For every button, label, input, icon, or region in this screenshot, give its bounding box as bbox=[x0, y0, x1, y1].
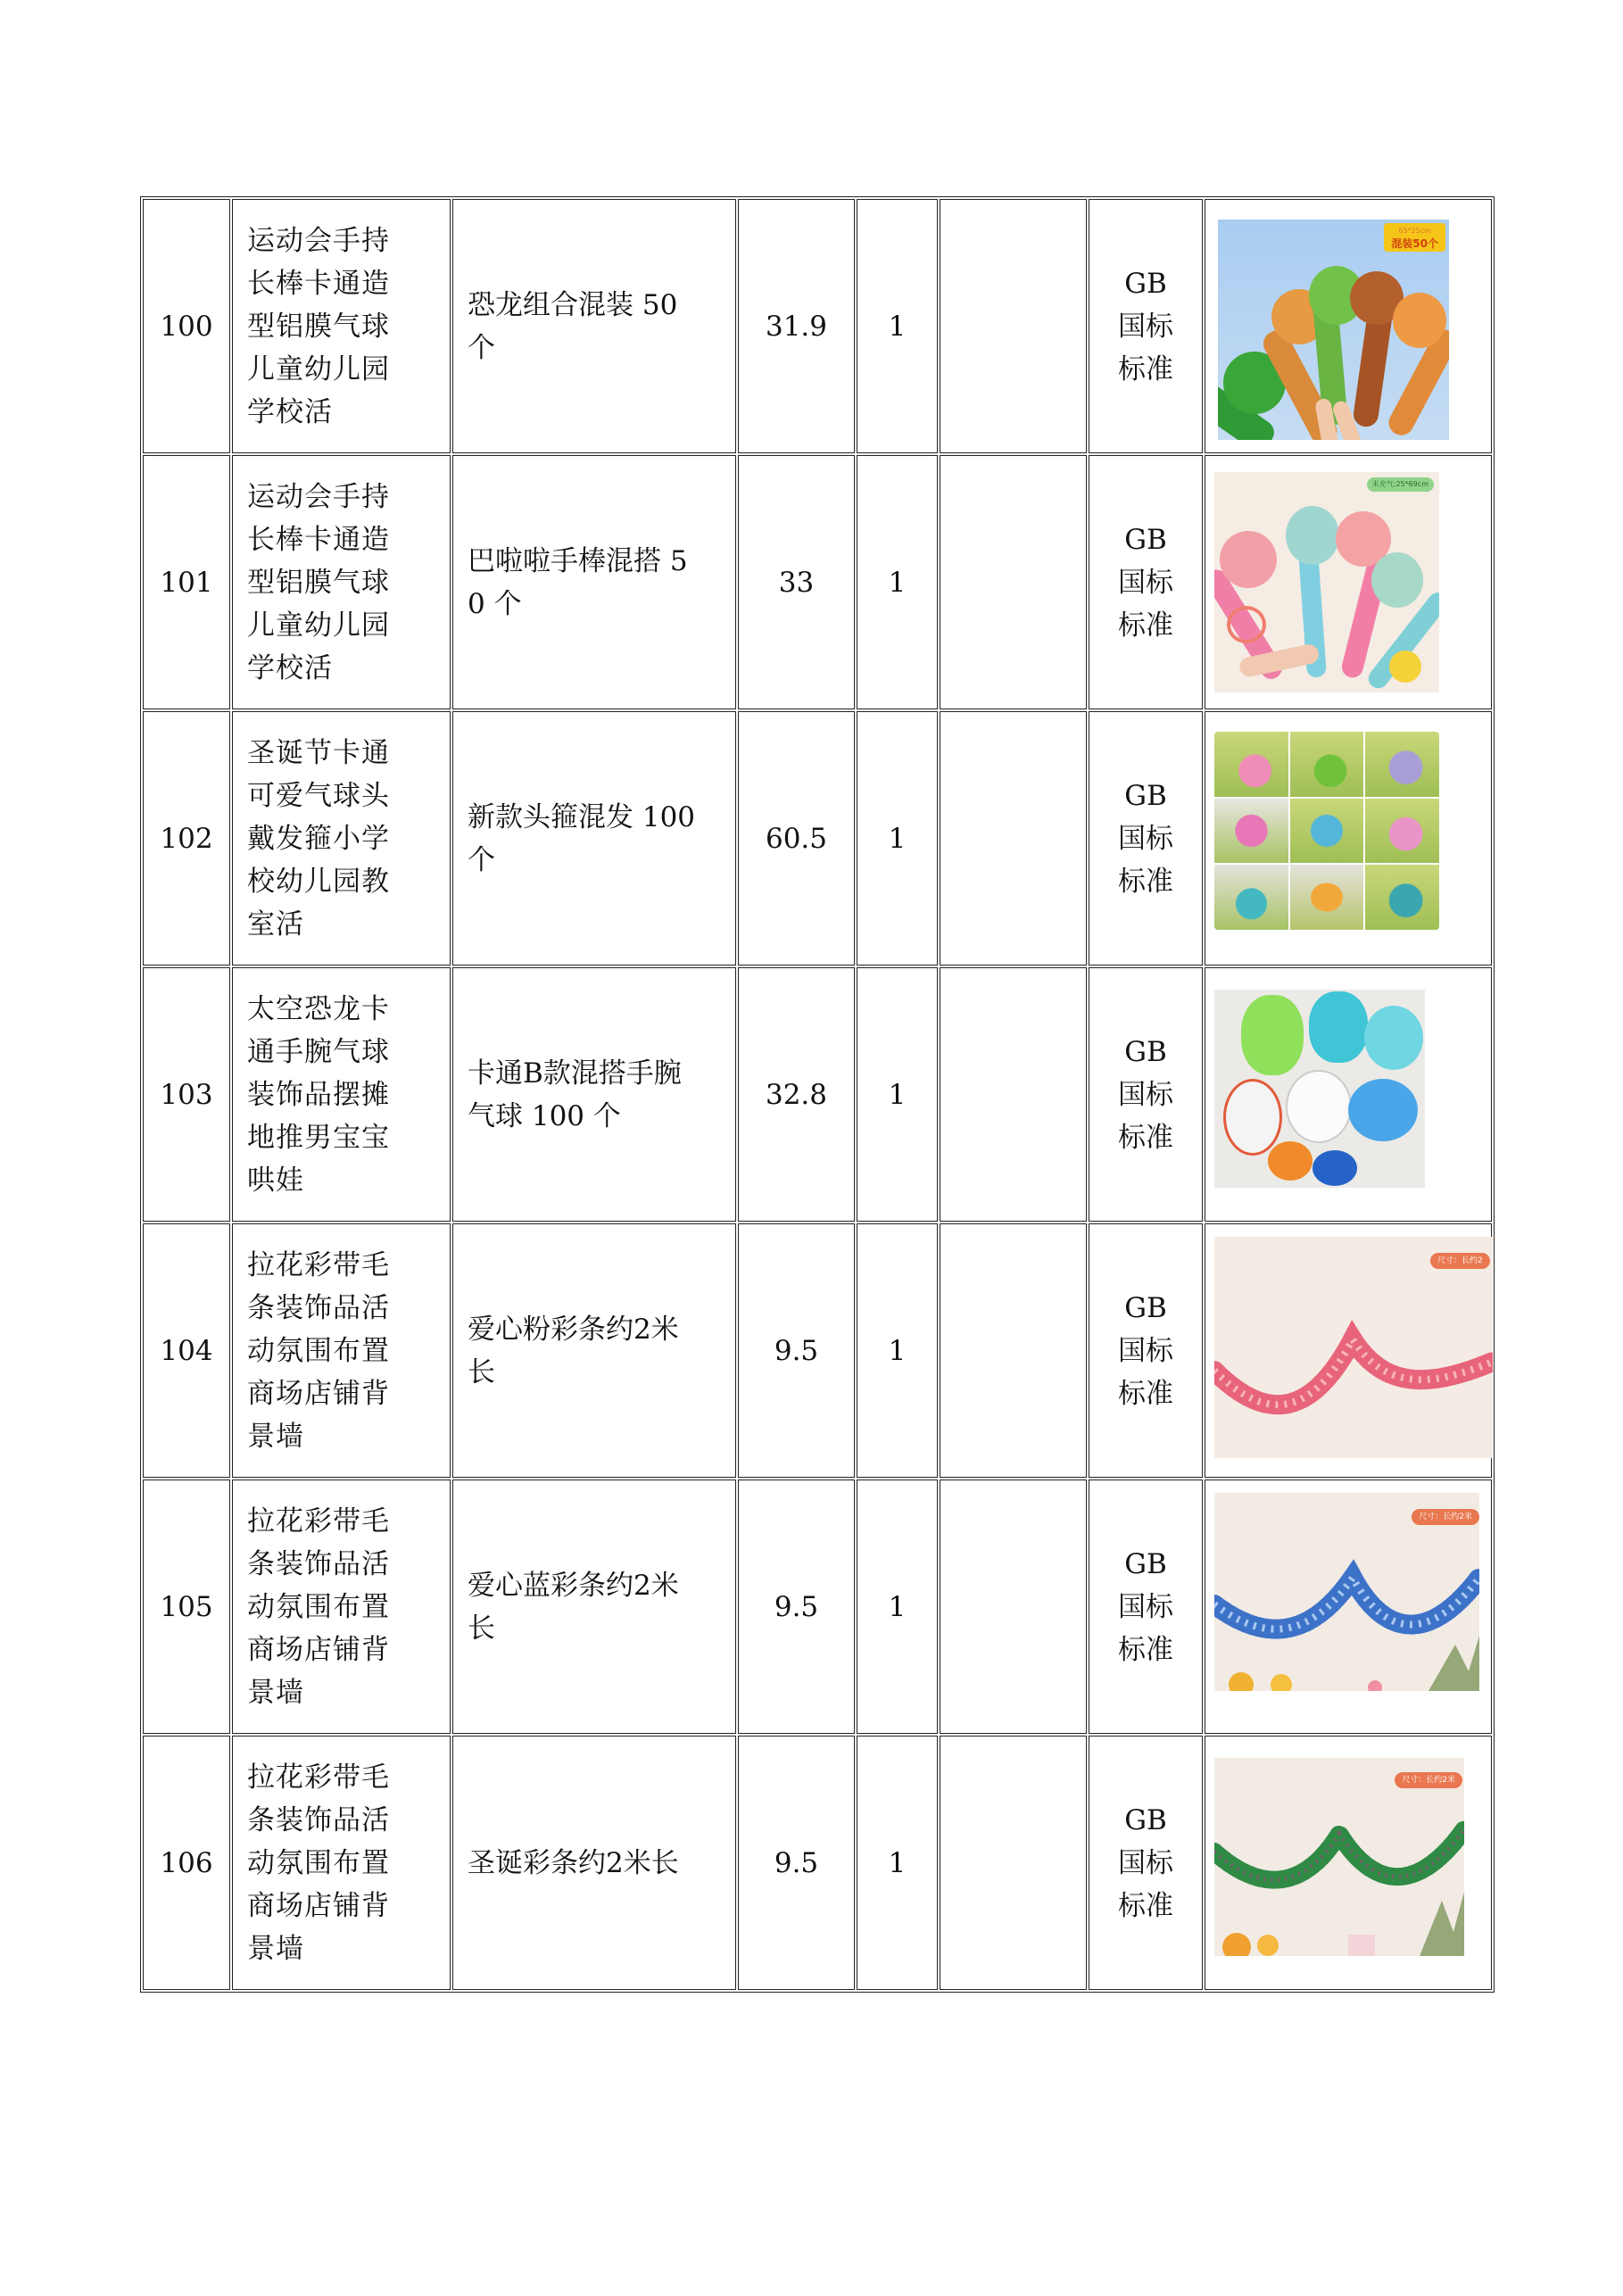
cell-product-name bbox=[232, 199, 451, 453]
cell-quantity: 1 bbox=[857, 455, 938, 709]
cell-product-name bbox=[232, 1480, 451, 1734]
cell-spec bbox=[452, 1223, 736, 1478]
cell-standard bbox=[1089, 1480, 1203, 1734]
cell-spec bbox=[452, 1736, 736, 1990]
cell-spec bbox=[452, 711, 736, 966]
product-image-green-garland bbox=[1214, 1758, 1464, 1956]
standard-text: GB 国标标准 bbox=[1118, 1291, 1173, 1410]
cell-index: 106 bbox=[143, 1736, 230, 1990]
product-name-text: 太空恐龙卡通手腕气球装饰品摆摊地推男宝宝哄娃 bbox=[247, 992, 390, 1197]
cell-product-name bbox=[232, 1223, 451, 1478]
cell-image bbox=[1205, 455, 1492, 709]
cell-price: 60.5 bbox=[738, 711, 855, 966]
cell-product-name bbox=[232, 1736, 451, 1990]
product-image-magic-wands bbox=[1214, 472, 1439, 692]
table-row bbox=[143, 1480, 1492, 1734]
product-name-text: 拉花彩带毛条装饰品活动氛围布置商场店铺背景墙 bbox=[247, 1761, 390, 1965]
cell-quantity: 1 bbox=[857, 711, 938, 966]
cell-standard bbox=[1089, 1223, 1203, 1478]
spec-text: 卡通B款混搭手腕气球 100 个 bbox=[468, 1057, 682, 1132]
product-name-text: 圣诞节卡通可爱气球头戴发箍小学校幼儿园教室活 bbox=[247, 736, 390, 941]
product-name-text: 运动会手持长棒卡通造型铝膜气球儿童幼儿园学校活 bbox=[247, 480, 390, 684]
standard-text: GB 国标标准 bbox=[1118, 1547, 1173, 1666]
spec-text: 恐龙组合混装 50 个 bbox=[468, 288, 678, 364]
cell-quantity: 1 bbox=[857, 1736, 938, 1990]
cell-empty bbox=[940, 711, 1087, 966]
product-image-pink-garland bbox=[1214, 1237, 1493, 1458]
spec-text: 新款头箍混发 100 个 bbox=[468, 800, 696, 876]
cell-image bbox=[1205, 1223, 1492, 1478]
table-row bbox=[143, 711, 1492, 966]
product-name-text: 拉花彩带毛条装饰品活动氛围布置商场店铺背景墙 bbox=[247, 1248, 390, 1453]
cell-index: 105 bbox=[143, 1480, 230, 1734]
cell-index: 104 bbox=[143, 1223, 230, 1478]
cell-standard bbox=[1089, 455, 1203, 709]
cell-empty bbox=[940, 967, 1087, 1222]
product-image-headband-grid bbox=[1214, 732, 1439, 930]
cell-standard bbox=[1089, 199, 1203, 453]
cell-empty bbox=[940, 455, 1087, 709]
cell-spec bbox=[452, 199, 736, 453]
cell-empty bbox=[940, 1480, 1087, 1734]
table-row bbox=[143, 967, 1492, 1222]
table-row bbox=[143, 1736, 1492, 1990]
cell-quantity: 1 bbox=[857, 1223, 938, 1478]
product-name-text: 拉花彩带毛条装饰品活动氛围布置商场店铺背景墙 bbox=[247, 1504, 390, 1709]
cell-spec bbox=[452, 967, 736, 1222]
product-image-dinosaur-sticks bbox=[1218, 220, 1449, 440]
cell-image bbox=[1205, 967, 1492, 1222]
cell-price: 9.5 bbox=[738, 1223, 855, 1478]
cell-product-name bbox=[232, 455, 451, 709]
cell-quantity: 1 bbox=[857, 1480, 938, 1734]
cell-price: 33 bbox=[738, 455, 855, 709]
product-image-wrist-balloons bbox=[1214, 990, 1425, 1188]
cell-price: 31.9 bbox=[738, 199, 855, 453]
cell-image bbox=[1205, 1736, 1492, 1990]
cell-quantity: 1 bbox=[857, 199, 938, 453]
cell-product-name bbox=[232, 711, 451, 966]
spec-text: 爱心蓝彩条约2米长 bbox=[468, 1569, 679, 1645]
cell-empty bbox=[940, 1223, 1087, 1478]
cell-image bbox=[1205, 199, 1492, 453]
standard-text: GB 国标标准 bbox=[1118, 267, 1173, 385]
cell-price: 9.5 bbox=[738, 1736, 855, 1990]
product-table bbox=[140, 196, 1495, 1993]
garland-shape bbox=[1214, 1237, 1493, 1458]
image-badge: 未充气:25*69cm bbox=[1367, 477, 1434, 492]
image-badge: 尺寸：长约2米 bbox=[1395, 1772, 1462, 1788]
badge-main-text: 混装50个 bbox=[1391, 237, 1438, 250]
image-badge bbox=[1384, 223, 1445, 252]
standard-text: GB 国标标准 bbox=[1118, 523, 1173, 642]
table-row bbox=[143, 199, 1492, 453]
spec-text: 巴啦啦手棒混搭 50 个 bbox=[468, 544, 688, 620]
cell-image bbox=[1205, 711, 1492, 966]
cell-index: 100 bbox=[143, 199, 230, 453]
cell-price: 9.5 bbox=[738, 1480, 855, 1734]
standard-text: GB 国标标准 bbox=[1118, 779, 1173, 898]
cell-standard bbox=[1089, 1736, 1203, 1990]
product-image-blue-garland bbox=[1214, 1493, 1479, 1691]
standard-text: GB 国标标准 bbox=[1118, 1803, 1173, 1922]
cell-empty bbox=[940, 199, 1087, 453]
cell-price: 32.8 bbox=[738, 967, 855, 1222]
cell-image bbox=[1205, 1480, 1492, 1734]
cell-quantity: 1 bbox=[857, 967, 938, 1222]
table-row bbox=[143, 455, 1492, 709]
product-name-text: 运动会手持长棒卡通造型铝膜气球儿童幼儿园学校活 bbox=[247, 224, 390, 428]
spec-text: 圣诞彩条约2米长 bbox=[468, 1846, 679, 1879]
cell-index: 101 bbox=[143, 455, 230, 709]
cell-index: 103 bbox=[143, 967, 230, 1222]
cell-product-name bbox=[232, 967, 451, 1222]
cell-standard bbox=[1089, 967, 1203, 1222]
cell-standard bbox=[1089, 711, 1203, 966]
table-row bbox=[143, 1223, 1492, 1478]
spec-text: 爱心粉彩条约2米长 bbox=[468, 1313, 679, 1388]
standard-text: GB 国标标准 bbox=[1118, 1035, 1173, 1154]
cell-spec bbox=[452, 1480, 736, 1734]
image-badge: 尺寸：长约2 bbox=[1430, 1253, 1490, 1269]
image-badge: 尺寸：长约2米 bbox=[1412, 1509, 1479, 1525]
cell-spec bbox=[452, 455, 736, 709]
cell-empty bbox=[940, 1736, 1087, 1990]
cell-index: 102 bbox=[143, 711, 230, 966]
badge-size-text: 65*25cm bbox=[1398, 227, 1431, 235]
